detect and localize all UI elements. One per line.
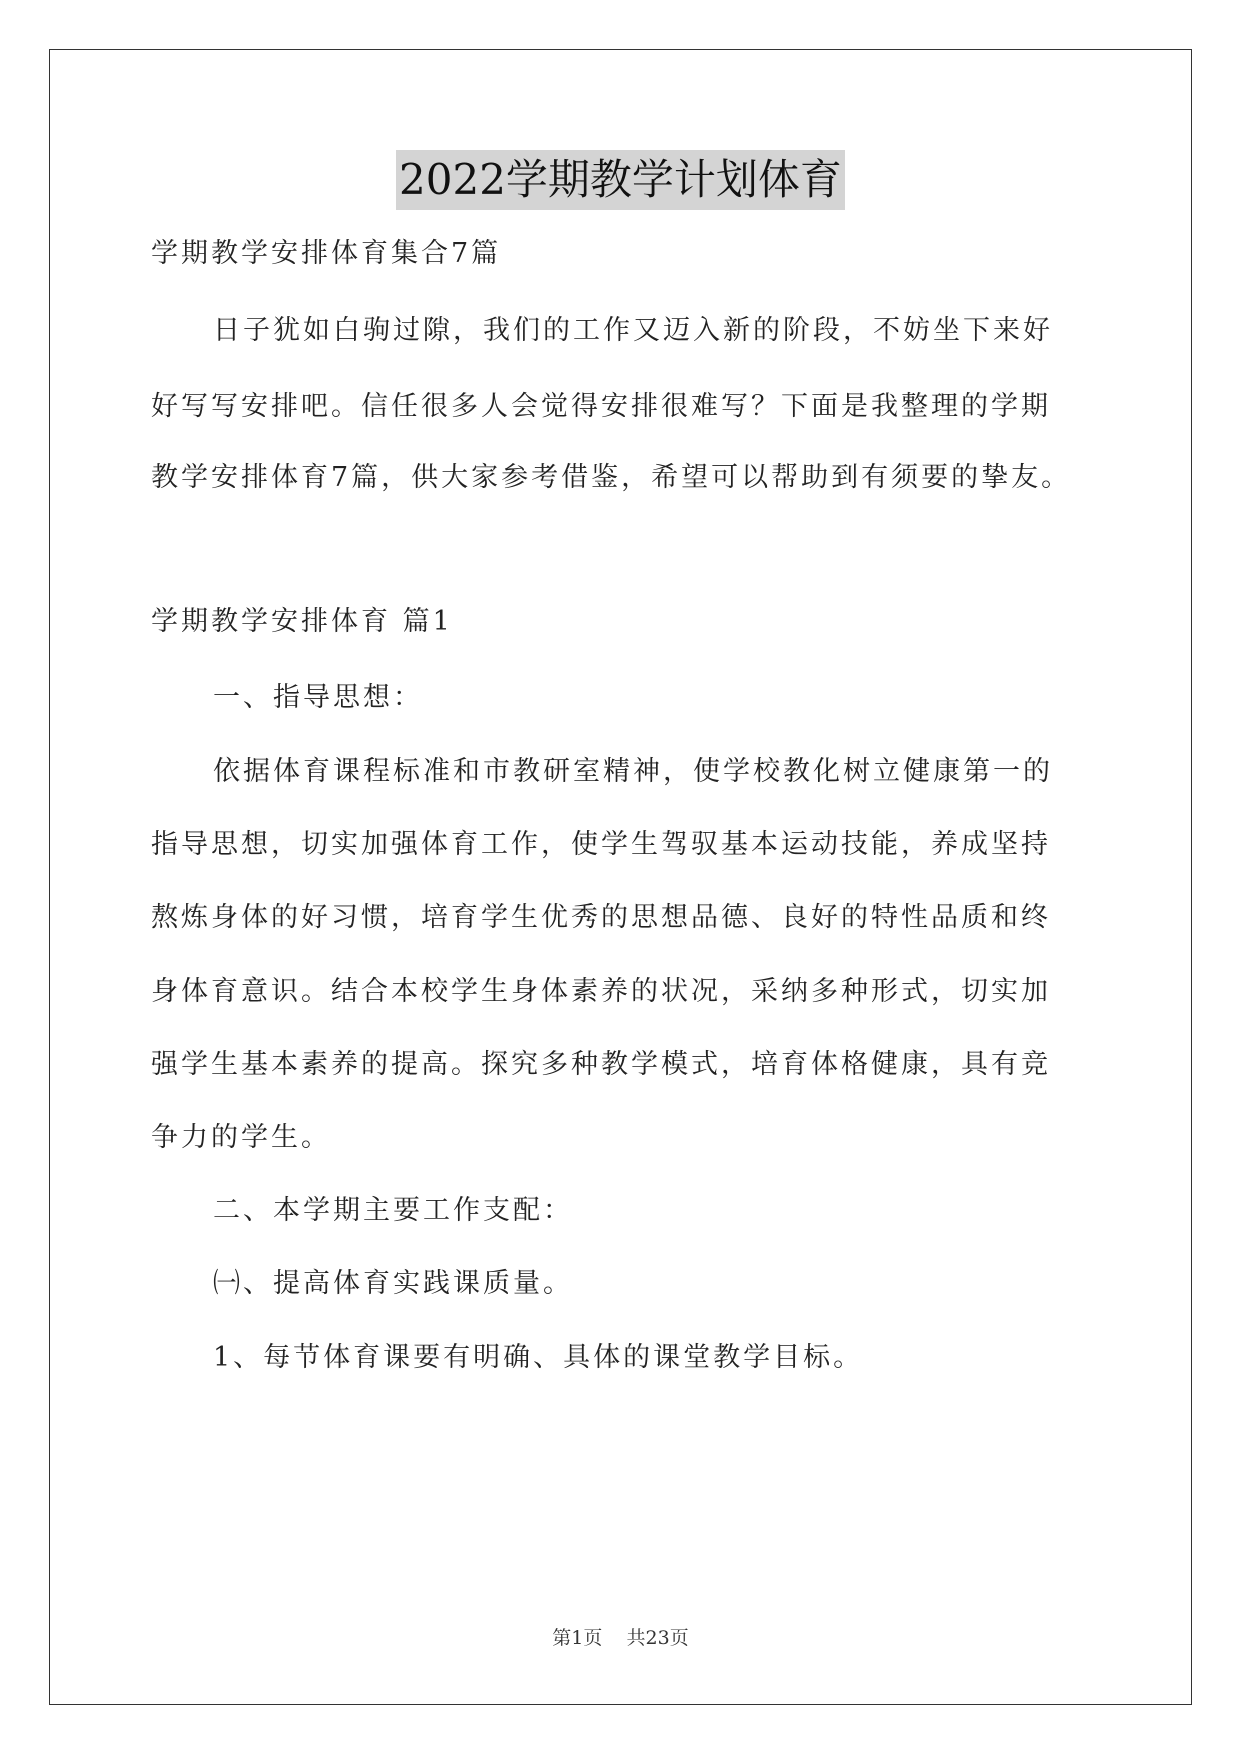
page-border [49, 49, 1192, 1705]
paragraph-line: 好写写安排吧。信任很多人会觉得安排很难写？下面是我整理的学期 [151, 391, 1051, 422]
paragraph-line: 指导思想，切实加强体育工作，使学生驾驭基本运动技能，养成坚持 [151, 829, 1051, 860]
paragraph-line: 身体育意识。结合本校学生身体素养的状况，采纳多种形式，切实加 [151, 976, 1051, 1007]
title-container [0, 150, 1241, 210]
paragraph-line: 强学生基本素养的提高。探究多种教学模式，培育体格健康，具有竞 [151, 1049, 1051, 1080]
page-footer: 第1页 共23页 [552, 1627, 689, 1649]
subheading: 二、本学期主要工作支配： [213, 1195, 573, 1226]
paragraph-line: 争力的学生。 [151, 1122, 331, 1153]
list-item: 1、每节体育课要有明确、具体的课堂教学目标。 [213, 1342, 864, 1373]
paragraph-line: 依据体育课程标准和市教研室精神，使学校教化树立健康第一的 [213, 756, 1053, 787]
paragraph-line: 日子犹如白驹过隙，我们的工作又迈入新的阶段，不妨坐下来好 [213, 315, 1053, 346]
subtitle-line: 学期教学安排体育集合7篇 [151, 238, 502, 269]
paragraph-line: 教学安排体育7篇，供大家参考借鉴，希望可以帮助到有须要的挚友。 [151, 462, 1072, 493]
paragraph-line: 熬炼身体的好习惯，培育学生优秀的思想品德、良好的特性品质和终 [151, 902, 1051, 933]
section-heading: 学期教学安排体育 篇1 [151, 606, 453, 637]
document-title: 2022学期教学计划体育 [396, 150, 845, 210]
subheading: 一、指导思想： [213, 682, 423, 713]
subheading: ㈠、提高体育实践课质量。 [213, 1268, 573, 1299]
